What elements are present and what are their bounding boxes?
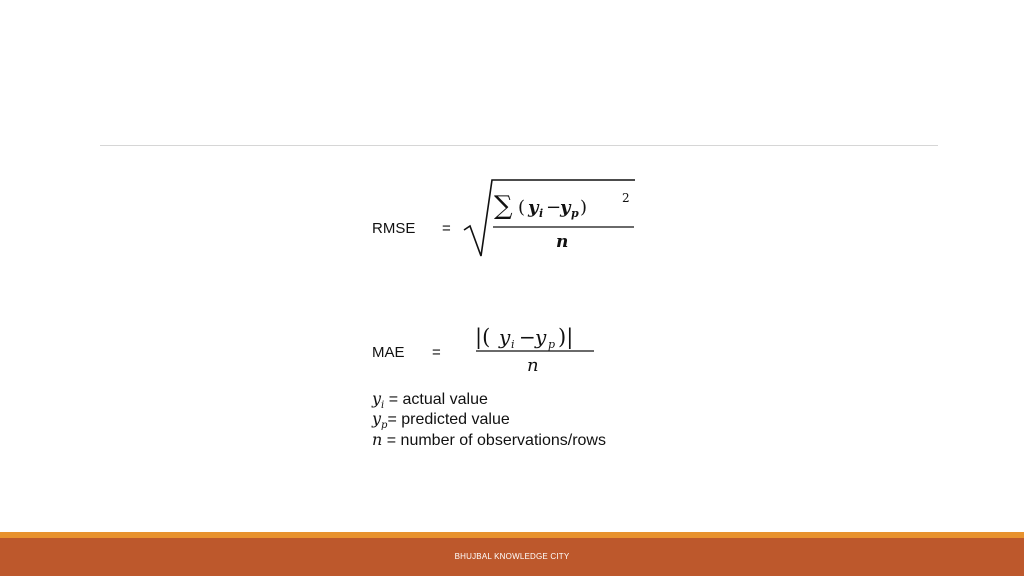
rmse-close-paren: ) xyxy=(580,197,588,218)
rmse-y2: y xyxy=(560,197,571,218)
rmse-sub-i: i xyxy=(539,207,544,220)
legend-item-predicted xyxy=(372,409,510,431)
mae-close-bar: )| xyxy=(558,325,574,349)
mae-minus: − xyxy=(519,325,536,349)
legend-text: = actual value xyxy=(384,391,488,408)
legend-symbol: y xyxy=(372,389,382,408)
rmse-power: 2 xyxy=(622,191,630,205)
mae-sub-p: p xyxy=(548,338,556,351)
header-divider xyxy=(100,145,938,146)
rmse-label: RMSE xyxy=(372,220,416,237)
sum-symbol: ∑ xyxy=(494,191,513,221)
legend-text: = predicted value xyxy=(387,411,510,428)
mae-label: MAE xyxy=(372,344,405,361)
rmse-y1: y xyxy=(528,197,539,218)
mae-equals: = xyxy=(432,344,441,361)
mae-open-bar: |( xyxy=(475,325,491,349)
rmse-sub-p: p xyxy=(571,207,579,220)
rmse-denominator: n xyxy=(556,232,569,252)
rmse-formula xyxy=(372,180,635,256)
legend-subscript: i xyxy=(381,400,385,412)
mae-denominator: n xyxy=(527,355,539,376)
rmse-open-paren: ( xyxy=(518,197,526,218)
mae-y1: y xyxy=(499,325,511,349)
rmse-minus: − xyxy=(546,197,562,218)
legend-item-count xyxy=(372,430,606,450)
legend-item-actual xyxy=(372,389,488,411)
legend-symbol: y xyxy=(372,409,382,428)
legend-subscript: p xyxy=(381,420,388,432)
mae-sub-i: i xyxy=(511,338,515,351)
legend-symbol: n xyxy=(372,430,383,449)
mae-y2: y xyxy=(535,325,547,349)
footer-text: BHUJBAL KNOWLEDGE CITY xyxy=(454,552,570,561)
radical-sign xyxy=(464,180,635,256)
legend-text: = number of observations/rows xyxy=(382,432,606,449)
rmse-equals: = xyxy=(442,220,451,237)
mae-formula xyxy=(372,325,594,376)
